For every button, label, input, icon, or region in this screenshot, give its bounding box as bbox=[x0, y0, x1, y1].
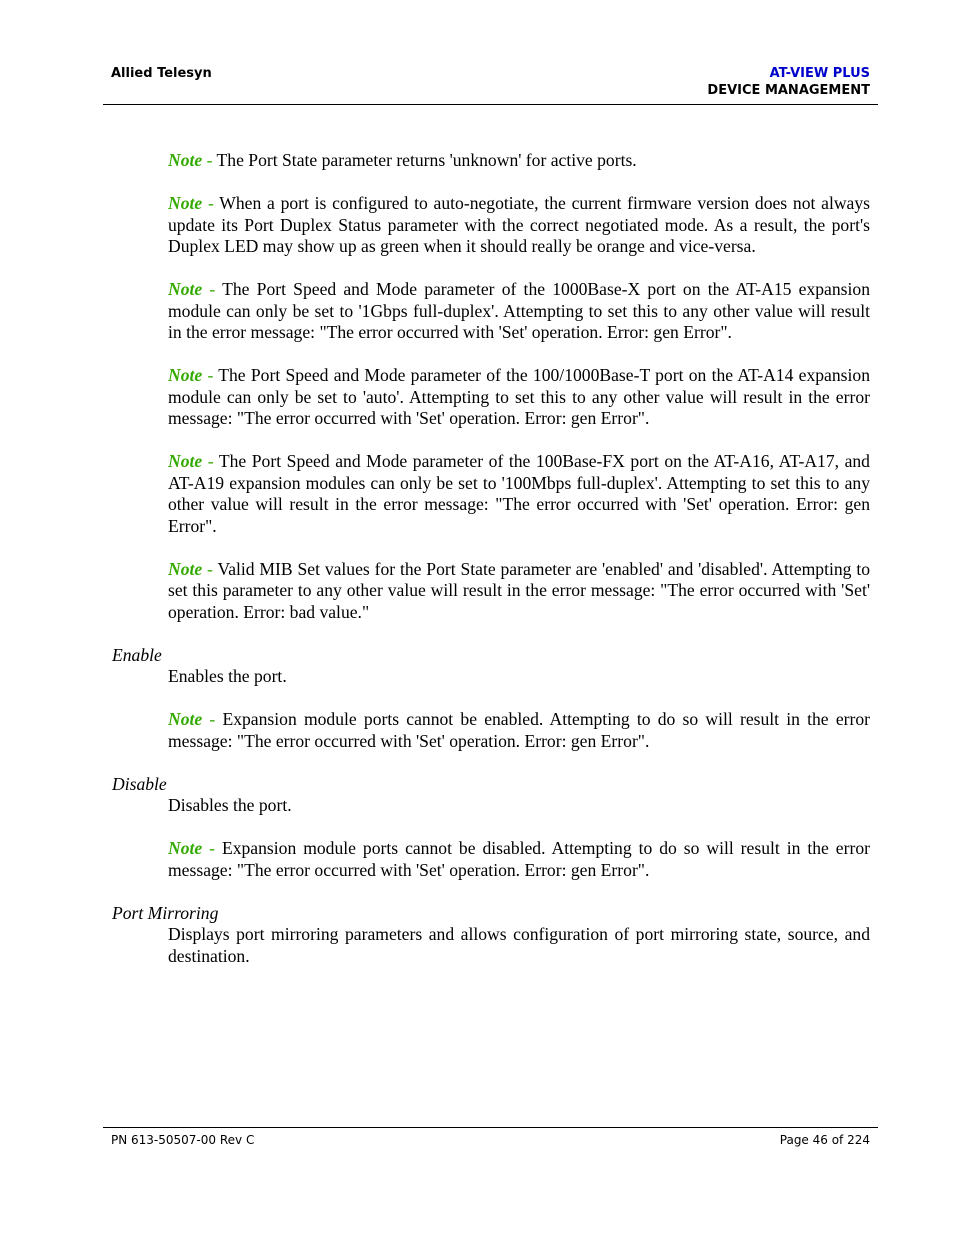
note-label: Note bbox=[168, 279, 203, 299]
company-name: Allied Telesyn bbox=[111, 66, 212, 81]
product-name: AT-VIEW PLUS bbox=[769, 66, 870, 81]
note-text: Valid MIB Set values for the Port State parameter are 'enabled' and 'disabled'. Attempting to set this parameter to any other value will result in the error message: "The error occurred with 'Set' operation. Error: bad value." bbox=[168, 558, 871, 622]
note-text: The Port Speed and Mode parameter of the 100Base-FX port on the AT-A16, AT-A17, and AT-A19 expansion modules can only be set to '100Mbps full-duplex'. Attempting to set this to any other value will result in the error message: "The error occurred with 'Set' operation. Error: gen Error". bbox=[168, 451, 870, 536]
note-dash: - bbox=[202, 279, 223, 299]
disable-description: Disables the port. bbox=[168, 795, 292, 815]
note-dash: - bbox=[202, 451, 219, 471]
section-title: DEVICE MANAGEMENT bbox=[707, 83, 870, 98]
port-mirroring-heading: Port Mirroring bbox=[112, 902, 219, 923]
note-text: Expansion module ports cannot be enabled. Attempting to do so will result in the error message: "The error occurred with 'Set' operation. Error: gen Error". bbox=[168, 709, 870, 751]
note-label: Note bbox=[168, 451, 203, 471]
note-dash: - bbox=[202, 558, 218, 579]
note-dash: - bbox=[202, 150, 217, 170]
page-header bbox=[103, 60, 878, 105]
note-text: Expansion module ports cannot be disabled. Attempting to do so will result in the error message: "The error occurred with 'Set' operation. Error: gen Error". bbox=[168, 838, 870, 880]
note-label: Note bbox=[168, 150, 203, 170]
note-dash: - bbox=[202, 193, 220, 213]
note-label: Note bbox=[168, 838, 203, 858]
note-100base-fx bbox=[168, 451, 870, 537]
note-mib-set-values bbox=[168, 559, 870, 624]
note-text: The Port State parameter returns 'unknown' for active ports. bbox=[216, 150, 637, 170]
note-label: Note bbox=[168, 558, 203, 579]
disable-heading: Disable bbox=[112, 773, 167, 794]
note-label: Note bbox=[168, 709, 203, 729]
note-label: Note bbox=[168, 193, 203, 213]
note-dash: - bbox=[202, 709, 223, 729]
note-text: The Port Speed and Mode parameter of the 100/1000Base-T port on the AT-A14 expansion module can only be set to 'auto'. Attempting to set this to any other value will result in the error message: "The error occurred with 'Set' operation. Error: gen Error". bbox=[168, 365, 870, 428]
note-text: The Port Speed and Mode parameter of the 1000Base-X port on the AT-A15 expansion module can only be set to '1Gbps full-duplex'. Attempting to set this to any other value will result in the error message: "The error occurred with 'Set' operation. Error: gen Error". bbox=[168, 279, 870, 342]
port-mirroring-description: Displays port mirroring parameters and allows configuration of port mirroring state, source, and destination. bbox=[168, 924, 870, 966]
part-number: PN 613-50507-00 Rev C bbox=[111, 1133, 255, 1147]
note-enable bbox=[168, 709, 870, 752]
note-at-a15 bbox=[168, 279, 870, 344]
note-auto-negotiate bbox=[168, 193, 870, 258]
document-body bbox=[112, 150, 871, 989]
enable-heading: Enable bbox=[112, 644, 162, 665]
enable-description: Enables the port. bbox=[168, 666, 287, 686]
note-port-state bbox=[168, 150, 870, 172]
note-text: When a port is configured to auto-negotiate, the current firmware version does not always update its Port Duplex Status parameter with the correct negotiated mode. As a result, the port's Duplex LED may show up as green when it should really be orange and vice-versa. bbox=[168, 193, 870, 256]
note-disable bbox=[168, 838, 870, 881]
note-label: Note bbox=[168, 365, 203, 385]
note-dash: - bbox=[202, 838, 222, 858]
note-dash: - bbox=[202, 365, 219, 385]
page-footer bbox=[103, 1127, 878, 1147]
page-number: Page 46 of 224 bbox=[779, 1133, 870, 1147]
note-at-a14 bbox=[168, 365, 870, 430]
